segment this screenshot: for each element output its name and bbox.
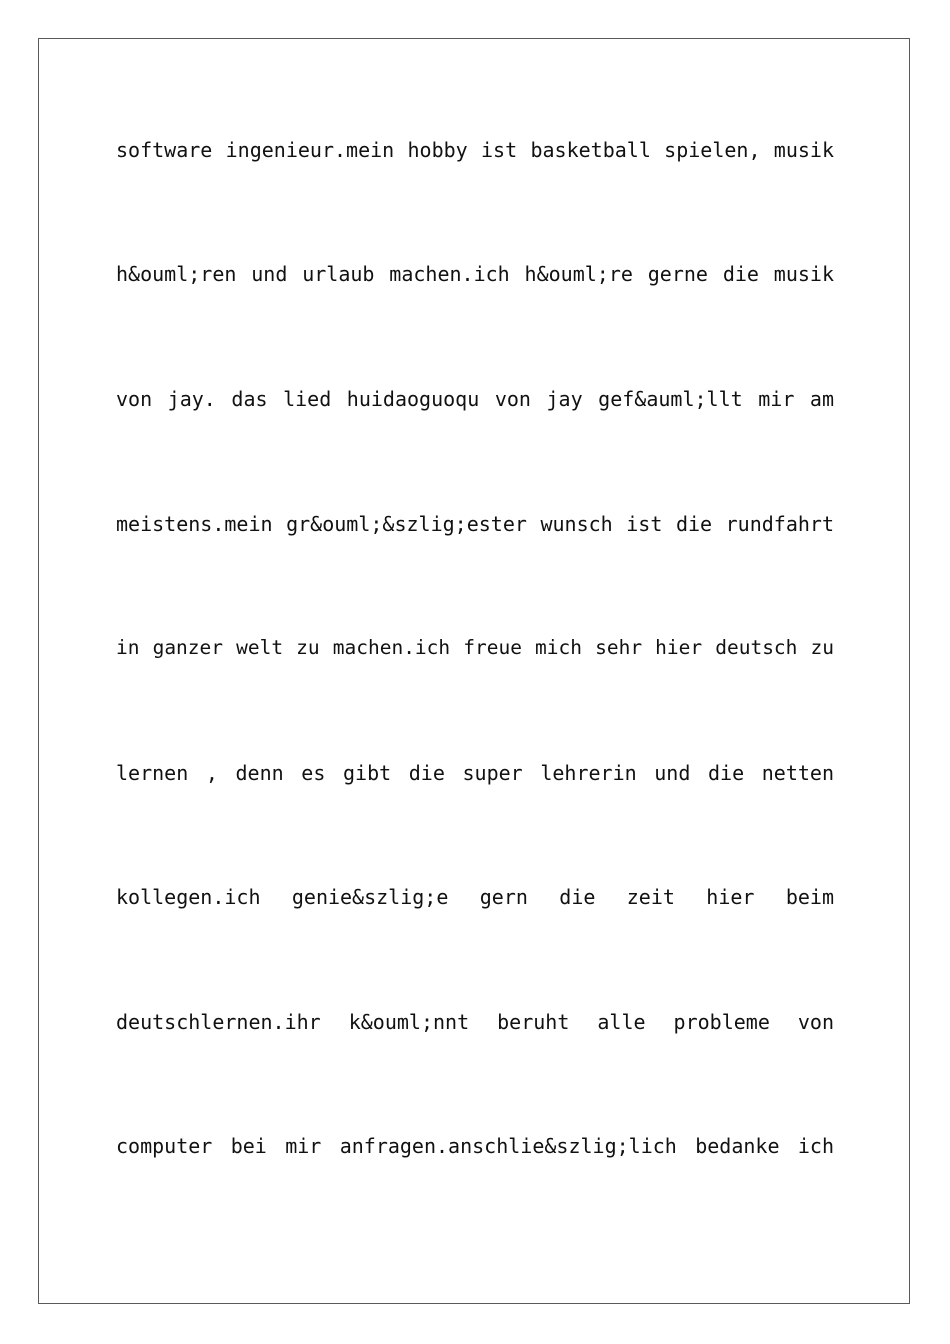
text-line-5: in ganzer welt zu machen.ich freue mich sehr hier deutsch zu <box>116 636 834 659</box>
text-line-4: meistens.mein gr&ouml;&szlig;ester wunsch ist die rundfahrt <box>116 512 834 536</box>
text-line-3: von jay. das lied huidaoguoqu von jay gef&auml;llt mir am <box>116 387 834 411</box>
page-border <box>38 38 910 1304</box>
text-line-8: deutschlernen.ihr k&ouml;nnt beruht alle probleme von <box>116 1010 834 1034</box>
text-line-7: kollegen.ich genie&szlig;e gern die zeit hier beim <box>116 885 834 909</box>
text-line-6: lernen , denn es gibt die super lehrerin und die netten <box>116 761 834 785</box>
text-line-1: software ingenieur.mein hobby ist basketball spielen, musik <box>116 138 834 162</box>
text-line-9: computer bei mir anfragen.anschlie&szlig;lich bedanke ich <box>116 1134 834 1158</box>
text-line-2: h&ouml;ren und urlaub machen.ich h&ouml;re gerne die musik <box>116 262 834 286</box>
